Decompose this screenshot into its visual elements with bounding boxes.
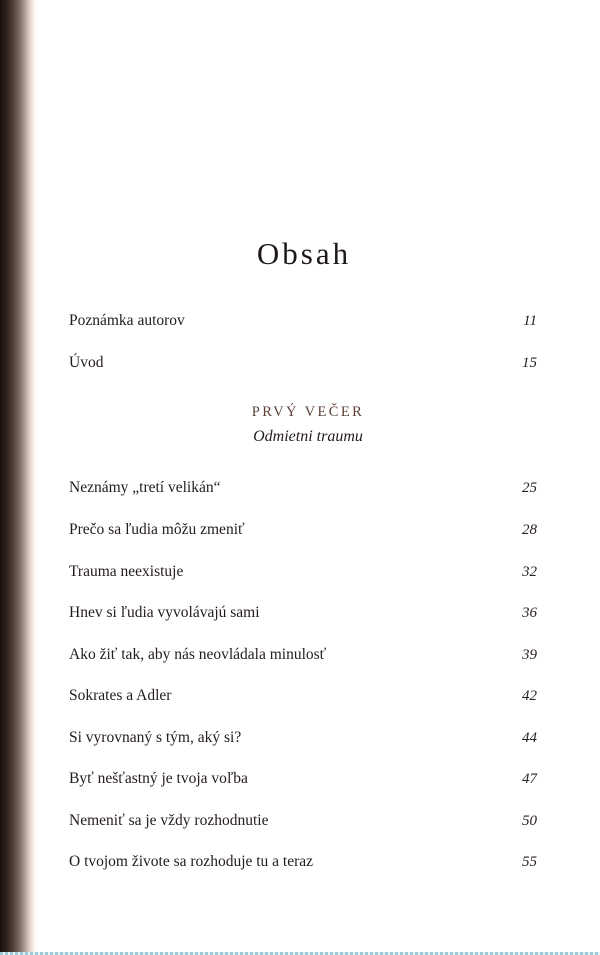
toc-entry-page-number: 25 <box>522 480 537 496</box>
toc-entry <box>69 520 537 540</box>
toc-entry <box>69 562 537 582</box>
toc-entry-label: Byť nešťastný je tvoja voľba <box>69 770 248 787</box>
toc-entry-label: Nemeniť sa je vždy rozhodnutie <box>69 812 269 829</box>
toc-entry <box>69 852 537 872</box>
toc-entry-page-number: 55 <box>522 854 537 870</box>
toc-entry-label: Úvod <box>69 354 104 371</box>
toc-entry-page-number: 36 <box>522 605 537 621</box>
toc-entry-label: O tvojom živote sa rozhoduje tu a teraz <box>69 853 314 870</box>
toc-entry <box>69 645 537 665</box>
toc-entry-page-number: 39 <box>522 647 537 663</box>
toc-entry-author-note <box>69 311 537 331</box>
toc-entry <box>69 811 537 831</box>
toc-entry-label: Ako žiť tak, aby nás neovládala minulosť <box>69 646 327 663</box>
toc-entry-page-number: 44 <box>522 730 537 746</box>
toc-entry-page-number: 47 <box>522 771 537 787</box>
book-spine-shadow <box>0 0 38 955</box>
page-title: Obsah <box>256 236 352 271</box>
part-heading: PRVÝ VEČER <box>251 404 365 420</box>
toc-entry-label: Poznámka autorov <box>69 312 185 329</box>
toc-entry-label: Prečo sa ľudia môžu zmeniť <box>69 521 245 538</box>
toc-entry-label: Neznámy „tretí velikán“ <box>69 479 221 496</box>
toc-entry-label: Trauma neexistuje <box>69 563 184 580</box>
toc-entry-label: Sokrates a Adler <box>69 687 172 704</box>
toc-entry-label: Si vyrovnaný s tým, aký si? <box>69 729 242 746</box>
toc-entry-introduction <box>69 353 537 373</box>
toc-entry-page-number: 15 <box>522 355 537 371</box>
toc-entry <box>69 769 537 789</box>
toc-entry-page-number: 50 <box>522 813 537 829</box>
toc-entry <box>69 686 537 706</box>
toc-entry <box>69 603 537 623</box>
toc-entry-page-number: 11 <box>523 313 537 329</box>
toc-entry-label: Hnev si ľudia vyvolávajú sami <box>69 604 260 621</box>
toc-entry <box>69 478 537 498</box>
toc-entry-page-number: 28 <box>522 522 537 538</box>
part-subtitle: Odmietni traumu <box>253 428 363 445</box>
toc-entry <box>69 728 537 748</box>
toc-entry-page-number: 42 <box>522 688 537 704</box>
toc-entry-page-number: 32 <box>522 564 537 580</box>
